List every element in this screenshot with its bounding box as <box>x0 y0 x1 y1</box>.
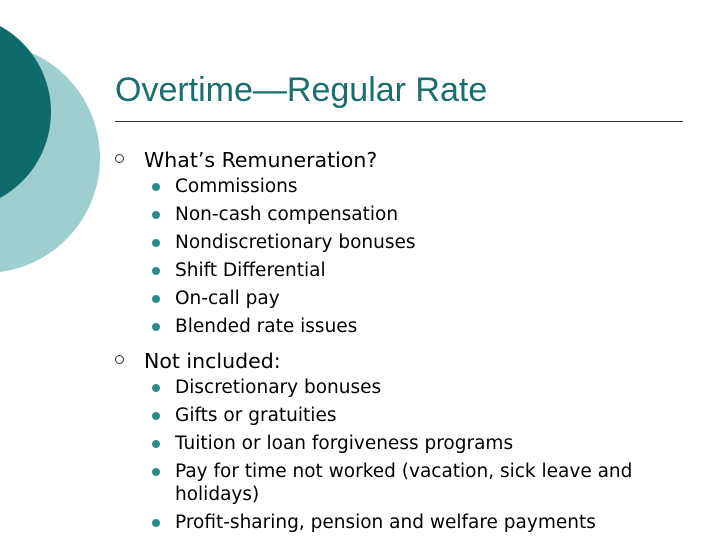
hollow-circle-bullet-icon <box>115 355 124 364</box>
filled-circle-bullet-icon <box>152 384 160 392</box>
filled-circle-bullet-icon <box>152 323 160 331</box>
hollow-circle-bullet-icon <box>115 154 124 163</box>
section-heading <box>115 145 690 175</box>
list-item: Nondiscretionary bonuses <box>146 231 690 254</box>
bullet-list <box>115 175 690 338</box>
filled-circle-bullet-icon <box>152 412 160 420</box>
list-item: Discretionary bonuses <box>146 376 690 399</box>
list-item: Shift Differential <box>146 259 690 282</box>
list-item: Commissions <box>146 175 690 198</box>
section-heading-text: Not included: <box>144 348 281 373</box>
list-item: Non-cash compensation <box>146 203 690 226</box>
filled-circle-bullet-icon <box>152 440 160 448</box>
section-not-included <box>115 346 690 534</box>
list-item: Profit-sharing, pension and welfare payments <box>146 511 690 534</box>
title-divider <box>115 121 683 122</box>
list-item: Tuition or loan forgiveness programs <box>146 432 690 455</box>
filled-circle-bullet-icon <box>152 211 160 219</box>
list-item: On-call pay <box>146 287 690 310</box>
filled-circle-bullet-icon <box>152 183 160 191</box>
section-remuneration <box>115 145 690 338</box>
filled-circle-bullet-icon <box>152 267 160 275</box>
bullet-list <box>115 376 690 534</box>
filled-circle-bullet-icon <box>152 239 160 247</box>
filled-circle-bullet-icon <box>152 468 160 476</box>
slide-title: Overtime—Regular Rate <box>115 71 488 109</box>
section-heading-text: What’s Remuneration? <box>144 148 378 172</box>
list-item: Pay for time not worked (vacation, sick leave and holidays) <box>146 460 690 507</box>
filled-circle-bullet-icon <box>152 519 160 527</box>
slide-body <box>115 145 690 534</box>
filled-circle-bullet-icon <box>152 295 160 303</box>
section-heading <box>115 346 690 376</box>
list-item: Gifts or gratuities <box>146 404 690 427</box>
list-item: Blended rate issues <box>146 315 690 338</box>
